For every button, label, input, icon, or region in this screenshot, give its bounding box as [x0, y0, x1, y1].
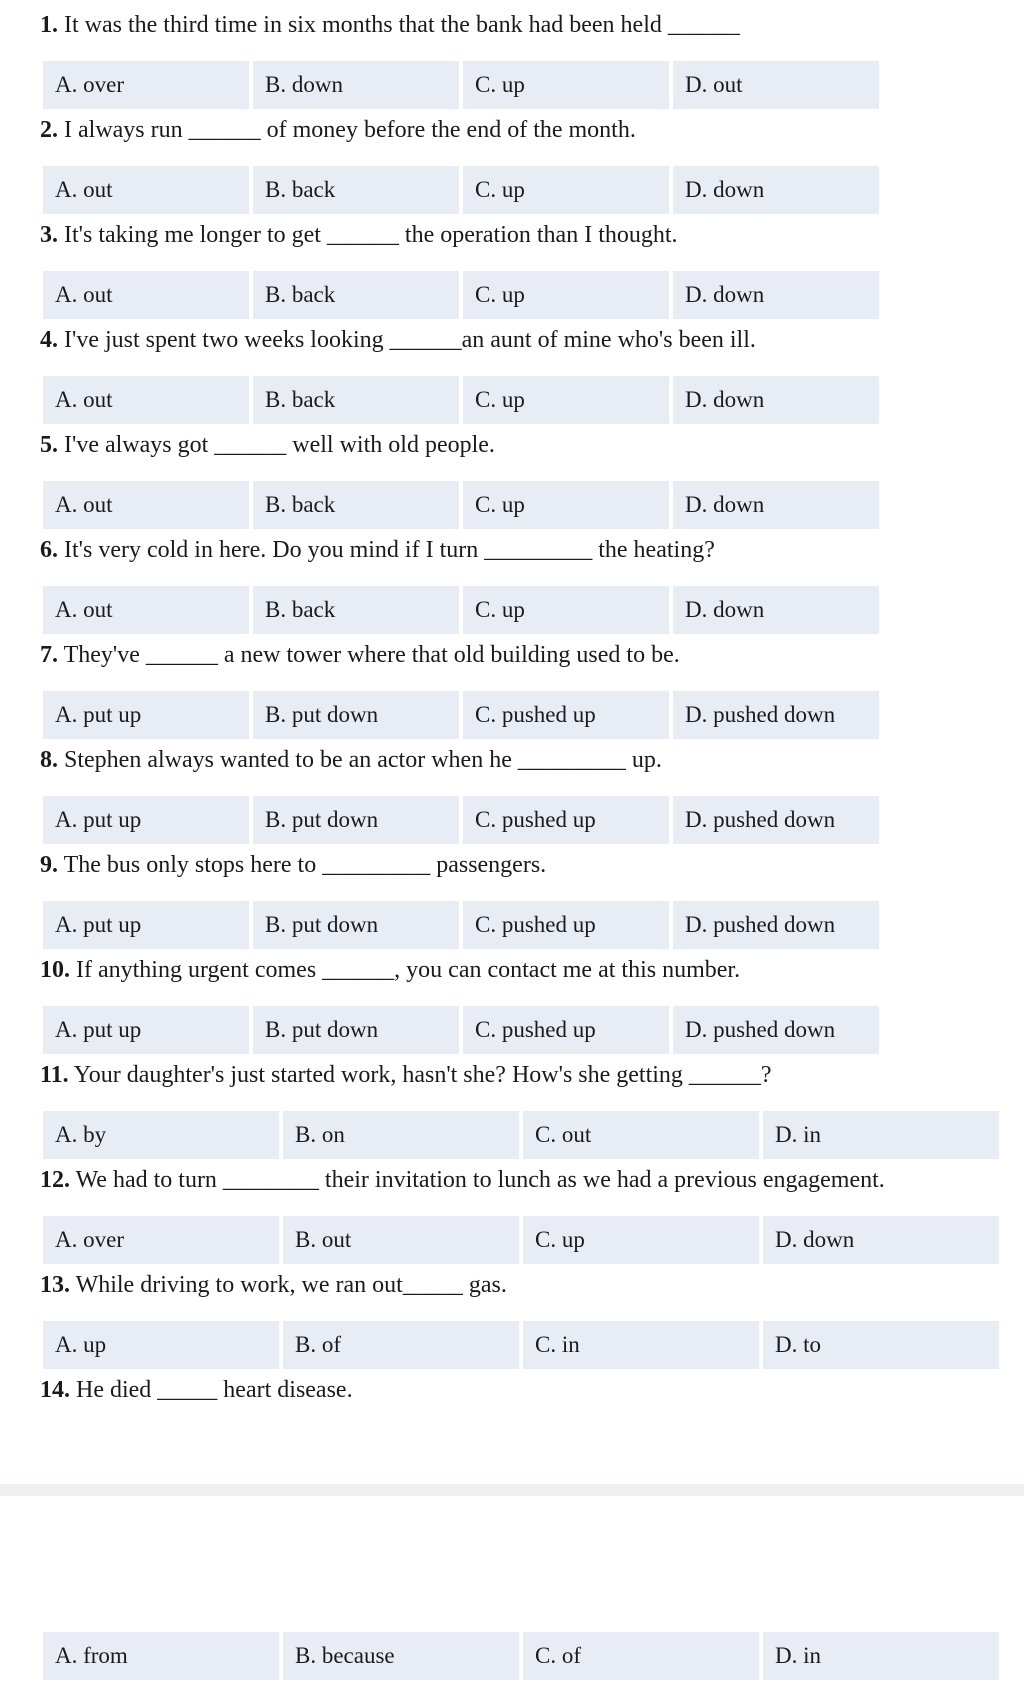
- question-number: 4.: [40, 327, 58, 353]
- question-text: It's taking me longer to get ______ the operation than I thought.: [58, 222, 678, 248]
- options-7: [43, 691, 879, 739]
- option-d[interactable]: D. down: [673, 376, 879, 424]
- question-text: While driving to work, we ran out_____ gas.: [70, 1272, 507, 1298]
- question-1: [40, 10, 740, 40]
- option-c[interactable]: C. in: [523, 1321, 759, 1369]
- option-a[interactable]: A. by: [43, 1111, 279, 1159]
- option-b[interactable]: B. back: [253, 166, 459, 214]
- question-14: [40, 1375, 353, 1405]
- option-b[interactable]: B. back: [253, 481, 459, 529]
- options-11: [43, 1111, 999, 1159]
- question-8: [40, 745, 662, 775]
- option-b[interactable]: B. put down: [253, 691, 459, 739]
- question-text: They've ______ a new tower where that old building used to be.: [58, 642, 680, 668]
- option-c[interactable]: C. up: [463, 376, 669, 424]
- option-d[interactable]: D. to: [763, 1321, 999, 1369]
- option-d[interactable]: D. pushed down: [673, 796, 879, 844]
- option-d[interactable]: D. down: [763, 1216, 999, 1264]
- question-text: Stephen always wanted to be an actor when he _________ up.: [58, 747, 662, 773]
- question-text: I've always got ______ well with old people.: [58, 432, 495, 458]
- options-8: [43, 796, 879, 844]
- option-c[interactable]: C. pushed up: [463, 1006, 669, 1054]
- question-number: 10.: [40, 957, 70, 983]
- option-c[interactable]: C. up: [463, 481, 669, 529]
- option-b[interactable]: B. back: [253, 586, 459, 634]
- question-text: If anything urgent comes ______, you can contact me at this number.: [70, 957, 741, 983]
- question-12: [40, 1165, 885, 1195]
- option-c[interactable]: C. pushed up: [463, 901, 669, 949]
- option-c[interactable]: C. up: [463, 166, 669, 214]
- option-a[interactable]: A. out: [43, 166, 249, 214]
- option-a[interactable]: A. out: [43, 376, 249, 424]
- question-2: [40, 115, 636, 145]
- question-9: [40, 850, 546, 880]
- option-a[interactable]: A. put up: [43, 691, 249, 739]
- option-d[interactable]: D. pushed down: [673, 1006, 879, 1054]
- question-4: [40, 325, 756, 355]
- question-number: 8.: [40, 747, 58, 773]
- question-10: [40, 955, 740, 985]
- option-a[interactable]: A. put up: [43, 1006, 249, 1054]
- option-c[interactable]: C. up: [463, 271, 669, 319]
- question-number: 13.: [40, 1272, 70, 1298]
- question-5: [40, 430, 495, 460]
- question-text: He died _____ heart disease.: [70, 1377, 353, 1403]
- options-1: [43, 61, 879, 109]
- options-4: [43, 376, 879, 424]
- options-2: [43, 166, 879, 214]
- question-number: 1.: [40, 12, 58, 38]
- question-text: We had to turn ________ their invitation to lunch as we had a previous engagement.: [70, 1167, 885, 1193]
- question-number: 12.: [40, 1167, 70, 1193]
- question-text: I've just spent two weeks looking ______an aunt of mine who's been ill.: [58, 327, 756, 353]
- question-6: [40, 535, 715, 565]
- option-d[interactable]: D. down: [673, 481, 879, 529]
- option-a[interactable]: A. over: [43, 1216, 279, 1264]
- option-b[interactable]: B. put down: [253, 1006, 459, 1054]
- option-c[interactable]: C. up: [523, 1216, 759, 1264]
- options-3: [43, 271, 879, 319]
- option-b[interactable]: B. put down: [253, 901, 459, 949]
- question-number: 9.: [40, 852, 58, 878]
- option-a[interactable]: A. put up: [43, 901, 249, 949]
- question-text: I always run ______ of money before the end of the month.: [58, 117, 636, 143]
- option-c[interactable]: C. out: [523, 1111, 759, 1159]
- question-number: 2.: [40, 117, 58, 143]
- option-d[interactable]: D. in: [763, 1632, 999, 1680]
- option-b[interactable]: B. put down: [253, 796, 459, 844]
- question-number: 3.: [40, 222, 58, 248]
- option-d[interactable]: D. out: [673, 61, 879, 109]
- options-10: [43, 1006, 879, 1054]
- option-c[interactable]: C. pushed up: [463, 691, 669, 739]
- option-b[interactable]: B. of: [283, 1321, 519, 1369]
- option-d[interactable]: D. down: [673, 586, 879, 634]
- option-d[interactable]: D. in: [763, 1111, 999, 1159]
- question-13: [40, 1270, 507, 1300]
- question-number: 5.: [40, 432, 58, 458]
- option-d[interactable]: D. pushed down: [673, 901, 879, 949]
- question-text: It's very cold in here. Do you mind if I turn _________ the heating?: [58, 537, 715, 563]
- options-12: [43, 1216, 999, 1264]
- question-number: 11.: [40, 1062, 69, 1088]
- option-c[interactable]: C. up: [463, 61, 669, 109]
- option-a[interactable]: A. put up: [43, 796, 249, 844]
- question-text: It was the third time in six months that the bank had been held ______: [58, 12, 740, 38]
- option-b[interactable]: B. back: [253, 376, 459, 424]
- question-text: The bus only stops here to _________ passengers.: [58, 852, 547, 878]
- question-number: 6.: [40, 537, 58, 563]
- options-6: [43, 586, 879, 634]
- option-b[interactable]: B. on: [283, 1111, 519, 1159]
- question-11: [40, 1060, 772, 1090]
- question-text: Your daughter's just started work, hasn't she? How's she getting ______?: [68, 1062, 772, 1088]
- options-13: [43, 1321, 999, 1369]
- option-b[interactable]: B. because: [283, 1632, 519, 1680]
- option-a[interactable]: A. out: [43, 271, 249, 319]
- options-14: [43, 1632, 999, 1680]
- question-number: 14.: [40, 1377, 70, 1403]
- options-9: [43, 901, 879, 949]
- option-a[interactable]: A. over: [43, 61, 249, 109]
- option-a[interactable]: A. from: [43, 1632, 279, 1680]
- option-a[interactable]: A. out: [43, 481, 249, 529]
- question-7: [40, 640, 680, 670]
- option-c[interactable]: C. up: [463, 586, 669, 634]
- option-d[interactable]: D. pushed down: [673, 691, 879, 739]
- question-number: 7.: [40, 642, 58, 668]
- option-c[interactable]: C. of: [523, 1632, 759, 1680]
- option-d[interactable]: D. down: [673, 271, 879, 319]
- option-a[interactable]: A. up: [43, 1321, 279, 1369]
- option-a[interactable]: A. out: [43, 586, 249, 634]
- option-b[interactable]: B. back: [253, 271, 459, 319]
- options-5: [43, 481, 879, 529]
- option-b[interactable]: B. out: [283, 1216, 519, 1264]
- option-d[interactable]: D. down: [673, 166, 879, 214]
- page-divider: [0, 1484, 1024, 1496]
- option-b[interactable]: B. down: [253, 61, 459, 109]
- question-3: [40, 220, 678, 250]
- option-c[interactable]: C. pushed up: [463, 796, 669, 844]
